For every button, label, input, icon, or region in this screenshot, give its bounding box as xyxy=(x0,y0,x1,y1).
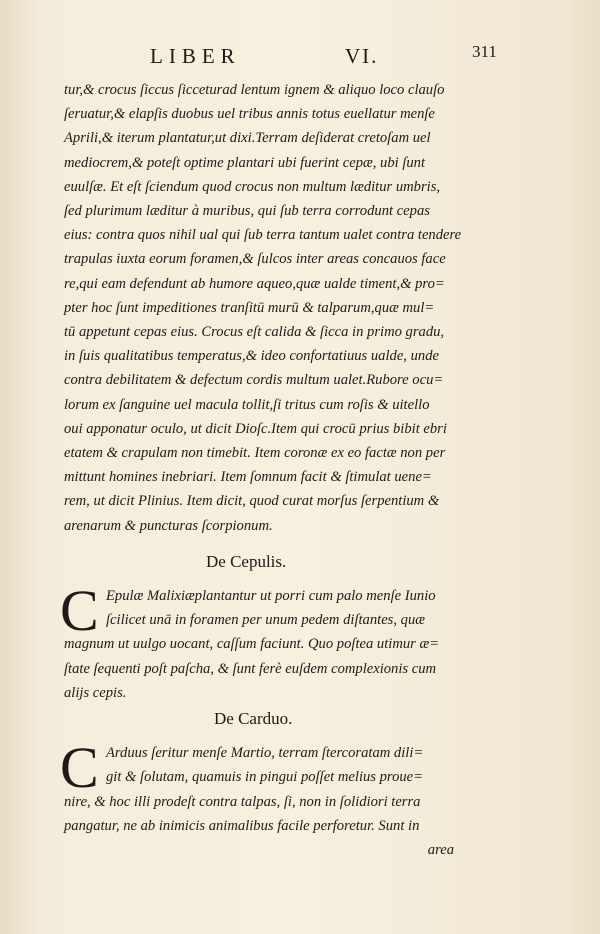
text-line: re,qui eam defendunt ab humore aqueo,quæ ualde timent,& pro= xyxy=(64,275,445,292)
text-line: eius: contra quos nihil ual qui ſub terra tantum ualet contra tendere xyxy=(64,227,462,244)
text-line: ſtate ſequenti poſt paſcha, & ſunt ferè euſdem complexionis cum xyxy=(64,660,437,677)
text-line: euulſæ. Et eſt ſciendum quod crocus non multum læditur umbris, xyxy=(64,178,441,195)
text-line: pangatur, ne ab inimicis animalibus facile perforetur. Sunt in xyxy=(64,817,420,834)
text-line: etatem & crapulam non timebit. Item coronæ ex eo factæ non per xyxy=(64,445,446,462)
page-header xyxy=(0,44,600,74)
text-line: Epulæ Malixiæplantantur ut porri cum palo menſe Iunio xyxy=(106,588,436,605)
text-line: nire, & hoc illi prodeſt contra talpas, ſi, non in ſolidiori terra xyxy=(64,793,421,810)
text-line: tū appetunt cepas eius. Crocus eſt calida & ſicca in primo gradu, xyxy=(64,324,445,341)
text-line: ſed plurimum læditur à muribus, qui ſub terra corrodunt cepas xyxy=(64,203,430,220)
text-line: git & ſolutam, quamuis in pingui poſſet melius proue= xyxy=(106,769,423,786)
text-line: mittunt homines inebriari. Item ſomnum facit & ſtimulat uene= xyxy=(64,469,432,486)
section-heading-carduo: De Carduo. xyxy=(214,709,293,729)
text-line: ſcilicet unā in foramen per unum pedem diſtantes, quæ xyxy=(106,612,425,629)
text-line: mediocrem,& poteſt optime plantari ubi fuerint cepæ, ubi ſunt xyxy=(64,154,426,171)
text-line: Aprili,& iterum plantatur,ut dixi.Terram deſiderat cretoſam uel xyxy=(64,130,431,147)
drop-cap: C xyxy=(60,578,99,644)
text-line: oui apponatur oculo, ut dicit Dioſc.Item qui crocū prius bibit ebri xyxy=(64,420,447,437)
book-number: VI. xyxy=(345,44,379,68)
text-line: Arduus ſeritur menſe Martio, terram ſtercoratam dili= xyxy=(106,745,424,762)
text-line: trapulas iuxta eorum foramen,& ſulcos inter areas concauos face xyxy=(64,251,446,268)
crocus-paragraph xyxy=(64,78,484,538)
text-line: contra debilitatem & defectum cordis multum ualet.Rubore ocu= xyxy=(64,372,444,389)
text-line: rem, ut dicit Plinius. Item dicit, quod curat morſus ſerpentium & xyxy=(64,493,440,510)
running-head: LIBER xyxy=(150,44,241,68)
folio-number: 311 xyxy=(472,42,497,61)
text-line: ſeruatur,& elapſis duobus uel tribus annis totus euellatur menſe xyxy=(64,106,435,123)
text-line: pter hoc ſunt impeditiones tranſitū murū & talparum,quæ mul= xyxy=(64,299,435,316)
text-line: magnum ut uulgo uocant, caſſum faciunt. Quo poſtea utimur æ= xyxy=(64,636,440,653)
catchword: area xyxy=(427,842,454,859)
drop-cap: C xyxy=(60,735,99,801)
body-text xyxy=(60,78,484,862)
carduo-paragraph xyxy=(60,735,484,862)
text-line: alijs cepis. xyxy=(64,684,127,701)
text-line: arenarum & puncturas ſcorpionum. xyxy=(64,517,273,534)
section-heading-cepulis: De Cepulis. xyxy=(206,551,287,571)
text-line: in ſuis qualitatibus temperatus,& ideo confortatiuus ualde, unde xyxy=(64,348,439,365)
text-line: lorum ex ſanguine uel macula tollit,ſi tritus cum roſis & uitello xyxy=(64,396,430,413)
cepulis-paragraph xyxy=(60,578,484,705)
text-line: tur,& crocus ſiccus ſicceturad lentum ignem & aliquo loco clauſo xyxy=(64,82,445,98)
